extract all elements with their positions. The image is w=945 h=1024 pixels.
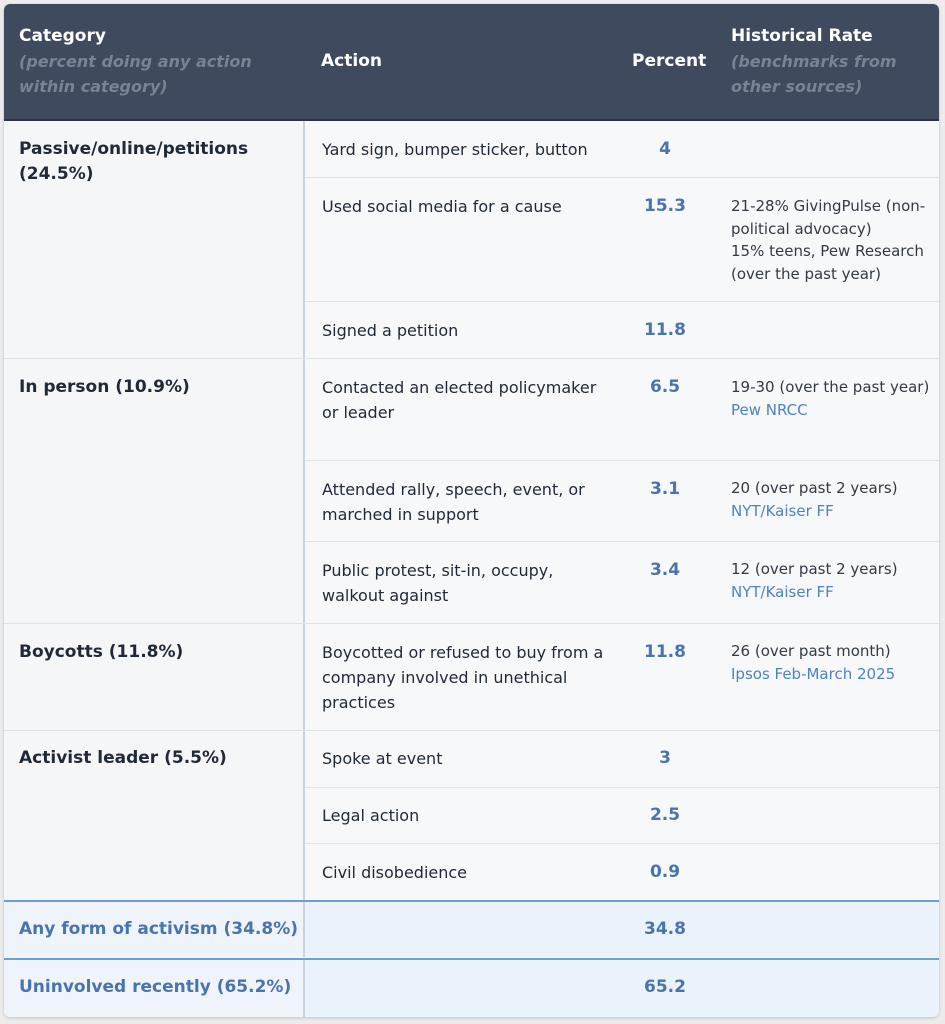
action-cell: Contacted an elected policymaker or leader [322, 378, 597, 422]
action-cell: Yard sign, bumper sticker, button [322, 140, 588, 159]
row-divider [305, 843, 939, 844]
action-cell: Civil disobedience [322, 863, 468, 882]
group-label-boycotts: Boycotts (11.8%) [19, 642, 184, 662]
action-cell: Public protest, sit-in, occupy, walkout against [322, 561, 554, 605]
historical-cell [731, 376, 936, 421]
percent-cell: 0.9 [649, 862, 681, 882]
source-link[interactable]: Ipsos Feb-March 2025 [731, 664, 896, 683]
source-link[interactable]: NYT/Kaiser FF [731, 501, 834, 520]
summary-value: 34.8 [644, 919, 686, 939]
row-divider [305, 787, 939, 788]
action-cell: Used social media for a cause [322, 197, 562, 216]
percent-cell: 3.4 [649, 560, 681, 580]
historical-text: 20 (over past 2 years) [731, 479, 898, 497]
header-percent: Percent [632, 51, 707, 71]
percent-cell: 15.3 [644, 196, 686, 216]
percent-cell: 3.1 [649, 479, 681, 499]
group-label-in-person: In person (10.9%) [19, 377, 190, 397]
historical-cell [731, 558, 936, 603]
group-label-passive: Passive/online/petitions (24.5%) [19, 139, 249, 184]
header-historical-label: Historical Rate [731, 26, 873, 46]
action-cell: Signed a petition [322, 321, 459, 340]
header-historical-rate [731, 24, 931, 99]
header-category-subtitle: (percent doing any action within category) [19, 52, 252, 96]
summary-label: Uninvolved recently (65.2%) [19, 977, 292, 997]
percent-cell: 2.5 [649, 805, 681, 825]
group-label-activist-leader: Activist leader (5.5%) [19, 748, 227, 768]
summary-row-any-activism [4, 900, 939, 957]
percent-cell: 11.8 [644, 642, 686, 662]
historical-cell [731, 477, 936, 522]
header-category [19, 24, 289, 99]
percent-cell: 6.5 [649, 377, 681, 397]
action-cell: Boycotted or refused to buy from a company involved in unethical practices [322, 643, 604, 712]
historical-text: 15% teens, Pew Research (over the past year) [731, 242, 924, 283]
historical-cell [731, 195, 936, 285]
historical-text: 21-28% GivingPulse (non-political advocacy) [731, 197, 926, 238]
historical-text: 19-30 (over the past year) [731, 378, 930, 396]
row-divider [305, 177, 939, 178]
header-category-label: Category [19, 26, 106, 46]
source-link[interactable]: Pew NRCC [731, 400, 808, 419]
summary-row-uninvolved [4, 958, 939, 1017]
summary-label: Any form of activism (34.8%) [19, 919, 299, 939]
group-divider [4, 623, 939, 624]
historical-cell [731, 640, 936, 685]
table-header [4, 4, 939, 121]
summary-value: 65.2 [644, 977, 686, 997]
row-divider [305, 541, 939, 542]
group-divider [4, 730, 939, 731]
source-link[interactable]: NYT/Kaiser FF [731, 582, 834, 601]
row-divider [305, 301, 939, 302]
action-cell: Attended rally, speech, event, or marched in support [322, 480, 585, 524]
group-divider [4, 358, 939, 359]
percent-cell: 11.8 [644, 320, 686, 340]
historical-text: 26 (over past month) [731, 642, 891, 660]
action-cell: Spoke at event [322, 749, 443, 768]
row-divider [305, 460, 939, 461]
category-column [4, 121, 305, 900]
historical-text: 12 (over past 2 years) [731, 560, 898, 578]
header-action: Action [321, 51, 382, 71]
header-historical-subtitle: (benchmarks from other sources) [731, 52, 897, 96]
action-cell: Legal action [322, 806, 420, 825]
percent-cell: 3 [659, 748, 671, 768]
percent-cell: 4 [659, 139, 671, 159]
activism-table [4, 4, 939, 1017]
